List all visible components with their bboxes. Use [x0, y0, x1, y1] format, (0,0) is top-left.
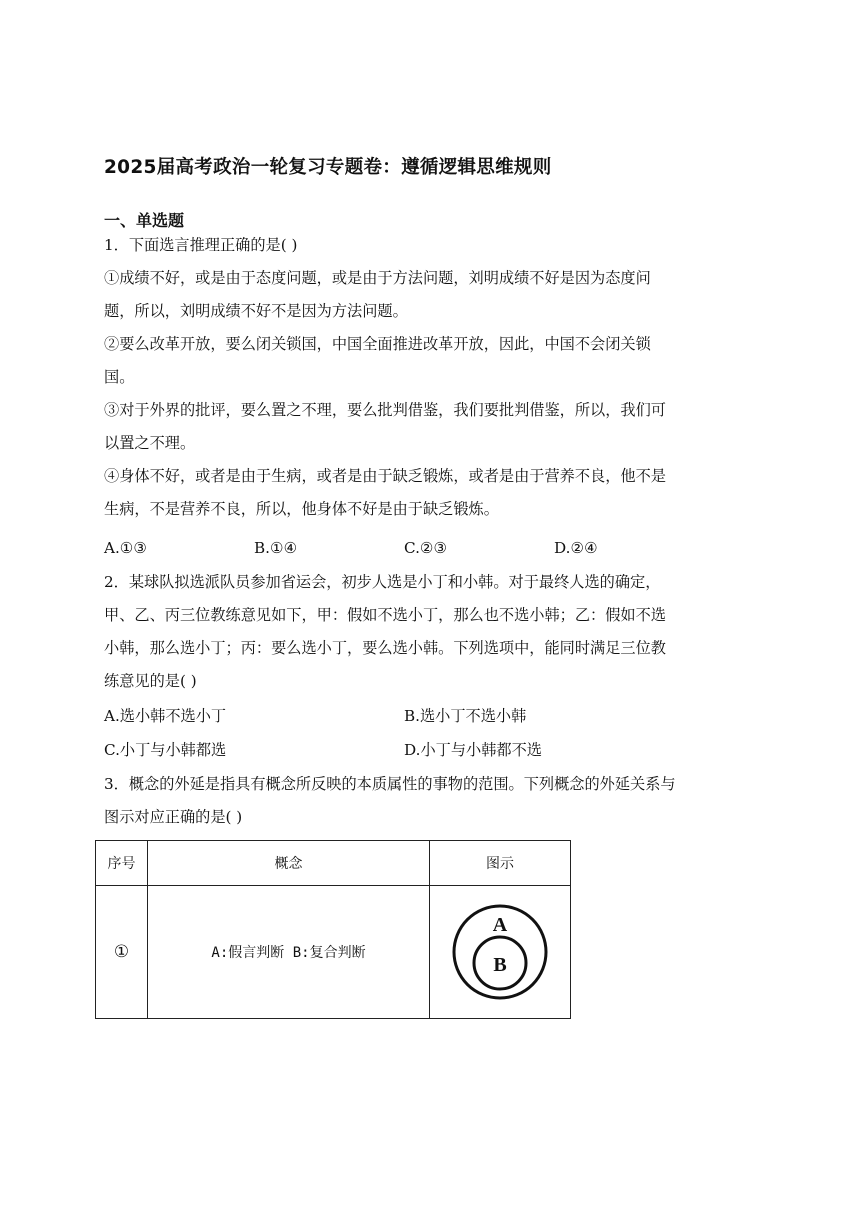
question-1-option-d: D.②④: [554, 539, 598, 557]
question-2-option-d: D.小丁与小韩都不选: [404, 741, 542, 759]
table-header-concept: 概念: [148, 841, 430, 886]
question-1-stem: 1．下面选言推理正确的是( ): [104, 236, 298, 254]
table-header-diagram: 图示: [430, 841, 571, 886]
question-1-line: ①成绩不好，或是由于态度问题，或是由于方法问题，刘明成绩不好是因为态度问: [104, 269, 651, 287]
question-2-line: 小韩，那么选小丁；丙：要么选小丁，要么选小韩。下列选项中，能同时满足三位教: [104, 639, 666, 657]
document-title: 2025届高考政治一轮复习专题卷：遵循逻辑思维规则: [104, 157, 552, 178]
question-1-line: ②要么改革开放，要么闭关锁国，中国全面推进改革开放，因此，中国不会闭关锁: [104, 335, 651, 353]
question-3-line: 图示对应正确的是( ): [104, 808, 243, 826]
table-row: [96, 886, 571, 1019]
table-header-row: [96, 841, 571, 886]
question-2-line: 练意见的是( ): [104, 672, 197, 690]
question-2-line: 甲、乙、丙三位教练意见如下，甲：假如不选小丁，那么也不选小韩；乙：假如不选: [104, 606, 666, 624]
question-2-option-a: A.选小韩不选小丁: [104, 707, 227, 725]
inner-circle-label: B: [493, 954, 507, 976]
question-3-line: 3．概念的外延是指具有概念所反映的本质属性的事物的范围。下列概念的外延关系与: [104, 775, 676, 793]
question-1-line: ③对于外界的批评，要么置之不理，要么批判借鉴，我们要批判借鉴，所以，我们可: [104, 401, 666, 419]
question-1-option-a: A.①③: [104, 539, 148, 557]
question-1-line: ④身体不好，或者是由于生病，或者是由于缺乏锻炼，或者是由于营养不良，他不是: [104, 467, 666, 485]
question-1-option-c: C.②③: [404, 539, 448, 557]
question-1-line: 题，所以，刘明成绩不好不是因为方法问题。: [104, 302, 408, 320]
question-2-option-b: B.选小丁不选小韩: [404, 707, 527, 725]
question-1-line: 以置之不理。: [104, 434, 196, 452]
concept-table: [95, 840, 571, 1019]
concept-circle-diagram: [450, 902, 550, 1002]
outer-circle-label: A: [492, 914, 508, 936]
question-1-line: 国。: [104, 368, 135, 386]
question-1-option-b: B.①④: [254, 539, 298, 557]
table-header-index: 序号: [96, 841, 148, 886]
table-cell-index: ①: [96, 886, 148, 1019]
section-heading: 一、单选题: [104, 211, 185, 230]
question-2-option-c: C.小丁与小韩都选: [104, 741, 227, 759]
table-cell-concept: A:假言判断 B:复合判断: [148, 886, 430, 1019]
table-cell-diagram: [430, 886, 571, 1019]
question-2-line: 2．某球队拟选派队员参加省运会，初步人选是小丁和小韩。对于最终人选的确定，: [104, 573, 661, 591]
question-1-line: 生病，不是营养不良，所以，他身体不好是由于缺乏锻炼。: [104, 500, 499, 518]
